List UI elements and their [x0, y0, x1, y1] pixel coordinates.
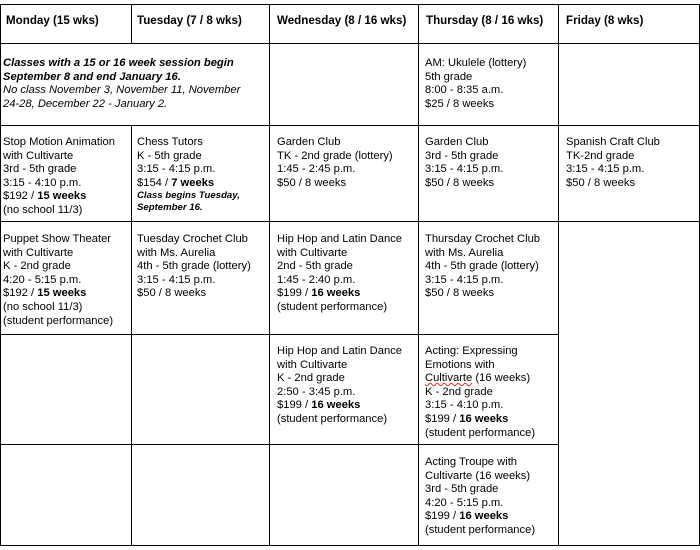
class-acting-emotions — [425, 345, 535, 440]
class-price: $154 / 7 weeks — [137, 176, 215, 189]
class-note: (student performance) — [425, 426, 536, 439]
class-price: $50 / 8 weeks — [425, 287, 495, 300]
session-dates-note — [3, 57, 240, 111]
class-time: 4:20 - 5:15 p.m. — [3, 273, 82, 286]
class-time: 4:20 - 5:15 p.m. — [425, 496, 504, 509]
class-grade: K - 2nd grade — [277, 372, 345, 385]
class-title: Chess Tutors — [137, 136, 203, 148]
class-weeks: 16 weeks — [311, 399, 361, 412]
class-chess-tutors — [137, 136, 240, 213]
class-line: Cultivarte (16 weeks) — [425, 469, 531, 482]
class-grade: 3rd - 5th grade — [425, 149, 499, 162]
class-price: $50 / 8 weeks — [425, 176, 495, 189]
class-price: $50 / 8 weeks — [566, 176, 636, 189]
header-wednesday: Wednesday (8 / 16 wks) — [277, 14, 407, 27]
class-puppet-show — [3, 233, 113, 328]
class-title: Stop Motion Animation — [3, 136, 115, 148]
class-grade: K - 2nd grade — [425, 385, 493, 398]
class-time: 3:15 - 4:15 p.m. — [425, 163, 504, 176]
class-note: (no school 11/3) — [3, 203, 83, 216]
class-grade: 5th grade — [425, 70, 473, 83]
class-garden-club-thu — [425, 136, 503, 190]
class-time: 1:45 - 2:40 p.m. — [277, 273, 356, 286]
class-price: $25 / 8 weeks — [425, 97, 495, 110]
class-price: $199 / 16 weeks — [425, 412, 509, 425]
note-line: Classes with a 15 or 16 week session begin — [3, 57, 234, 69]
class-time: 3:15 - 4:15 p.m. — [566, 163, 645, 176]
class-acting-troupe — [425, 456, 535, 538]
class-weeks: 16 weeks — [459, 412, 509, 425]
class-title: Puppet Show Theater — [3, 233, 112, 245]
class-title: Emotions with — [425, 358, 495, 371]
class-title: Hip Hop and Latin Dance — [277, 345, 403, 357]
class-weeks: 16 weeks — [459, 510, 509, 523]
class-line: with Cultivarte — [3, 149, 74, 162]
class-weeks: 15 weeks — [37, 190, 87, 203]
header-thursday: Thursday (8 / 16 wks) — [426, 14, 544, 27]
class-title: Thursday Crochet Club — [425, 233, 541, 245]
class-grade: 3rd - 5th grade — [425, 483, 499, 496]
class-grade: 2nd - 5th grade — [277, 260, 353, 273]
class-note: (no school 11/3) — [3, 300, 83, 313]
class-time: 3:15 - 4:15 p.m. — [137, 163, 216, 176]
header-monday: Monday (15 wks) — [6, 14, 99, 27]
class-start-note: September 16. — [137, 201, 203, 213]
class-note: (student performance) — [277, 300, 388, 313]
class-title: Acting: Expressing — [425, 345, 518, 357]
note-line: No class November 3, November 11, November — [3, 84, 241, 97]
class-line: with Cultivarte — [277, 358, 348, 371]
class-weeks: 15 weeks — [37, 287, 87, 300]
class-hip-hop-2-5 — [277, 233, 402, 315]
class-note: (student performance) — [3, 314, 114, 327]
header-tuesday: Tuesday (7 / 8 wks) — [137, 14, 242, 27]
class-price: $199 / 16 weeks — [425, 510, 509, 523]
class-time: 3:15 - 4:10 p.m. — [425, 399, 504, 412]
spellcheck-word: Cultivarte — [425, 372, 473, 385]
class-price: $50 / 8 weeks — [277, 176, 347, 189]
class-grade: TK-2nd grade — [566, 149, 635, 162]
class-title: Spanish Craft Club — [566, 136, 660, 148]
class-spanish-craft — [566, 136, 660, 190]
class-thursday-crochet — [425, 233, 540, 301]
class-line: with Ms. Aurelia — [425, 246, 504, 259]
note-line: 24-28, December 22 - January 2. — [3, 97, 168, 110]
class-stop-motion — [3, 136, 115, 218]
class-note: (student performance) — [277, 412, 388, 425]
class-price: $199 / 16 weeks — [277, 287, 361, 300]
class-time: 3:15 - 4:10 p.m. — [3, 176, 82, 189]
class-time: 1:45 - 2:45 p.m. — [277, 163, 356, 176]
class-grade: K - 2nd grade — [3, 260, 71, 273]
class-grade: 3rd - 5th grade — [3, 163, 77, 176]
class-line: with Cultivarte — [277, 246, 348, 259]
note-line: September 8 and end January 16. — [3, 70, 181, 83]
header-friday: Friday (8 wks) — [566, 14, 644, 27]
class-weeks: 16 weeks — [311, 287, 361, 300]
class-title: Garden Club — [277, 136, 341, 148]
class-grade: TK - 2nd grade (lottery) — [277, 149, 393, 162]
class-title: Hip Hop and Latin Dance — [277, 233, 403, 245]
class-weeks: 7 weeks — [171, 176, 215, 189]
class-time: 8:00 - 8:35 a.m. — [425, 84, 504, 97]
class-start-note: Class begins Tuesday, — [137, 190, 240, 202]
class-ukulele — [425, 57, 526, 111]
schedule-table — [0, 4, 700, 546]
class-line: Cultivarte (16 weeks) — [425, 372, 531, 385]
class-price: $50 / 8 weeks — [137, 287, 207, 300]
class-grade: 4th - 5th grade (lottery) — [425, 260, 539, 273]
class-grade: 4th - 5th grade (lottery) — [137, 260, 251, 273]
class-time: 3:15 - 4:15 p.m. — [137, 273, 216, 286]
class-time: 2:50 - 3:45 p.m. — [277, 385, 356, 398]
class-note: (student performance) — [425, 523, 536, 536]
class-line: with Cultivarte — [3, 246, 74, 259]
class-price: $199 / 16 weeks — [277, 399, 361, 412]
class-hip-hop-k-2 — [277, 345, 402, 427]
class-grade: K - 5th grade — [137, 149, 202, 162]
class-line: with Ms. Aurelia — [137, 246, 216, 259]
class-price: $192 / 15 weeks — [3, 287, 87, 300]
class-garden-club-wed — [277, 136, 393, 190]
class-title: Acting Troupe with — [425, 456, 518, 468]
class-title: Tuesday Crochet Club — [137, 233, 248, 245]
class-title: Garden Club — [425, 136, 489, 148]
class-price: $192 / 15 weeks — [3, 190, 87, 203]
class-title: AM: Ukulele (lottery) — [425, 57, 527, 69]
class-tuesday-crochet — [137, 233, 251, 301]
class-time: 3:15 - 4:15 p.m. — [425, 273, 504, 286]
